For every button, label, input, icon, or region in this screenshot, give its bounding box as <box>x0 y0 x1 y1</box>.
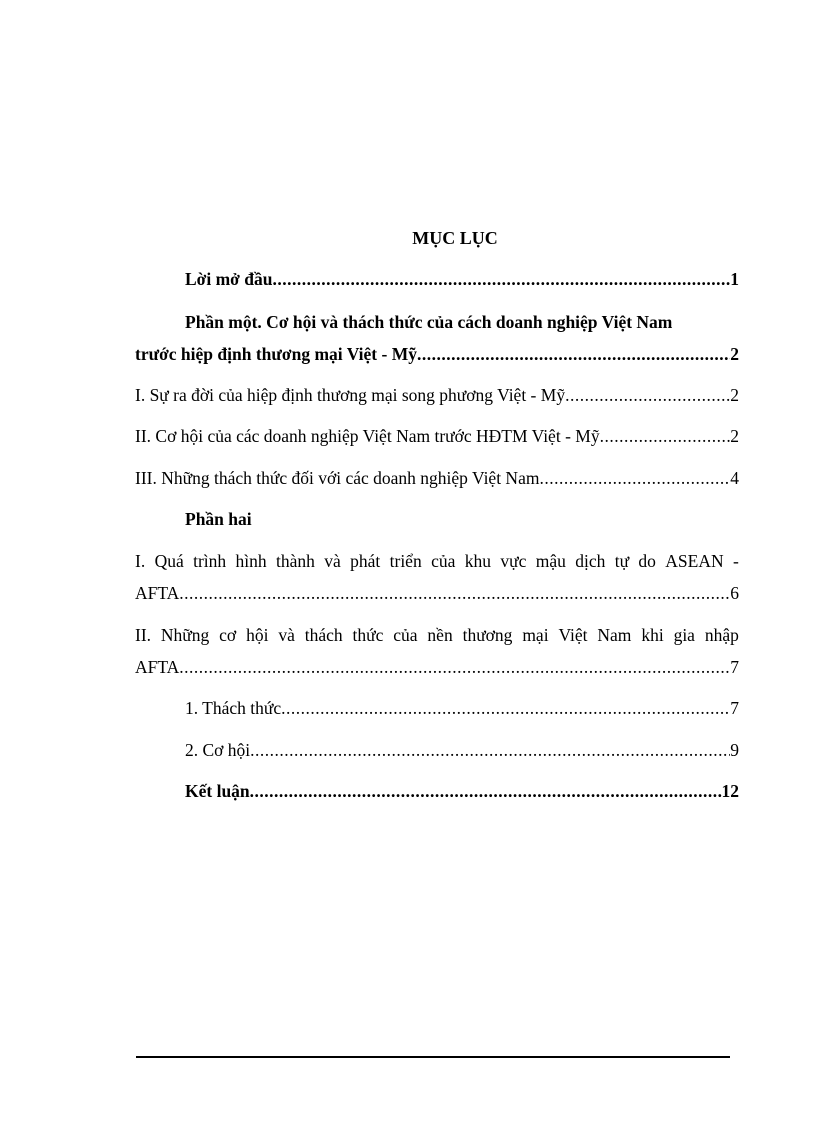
page-title: MỤC LỤC <box>412 228 498 248</box>
toc-entry-label: Kết luận <box>185 781 250 801</box>
toc-leader-dots <box>565 384 730 406</box>
toc-entry-label: III. Những thách thức đối với các doanh nghiệp Việt Nam <box>135 468 540 488</box>
toc-leader-dots <box>272 268 730 290</box>
toc-entry-label: trước hiệp định thương mại Việt - Mỹ <box>135 344 417 364</box>
toc-word: triển <box>389 551 422 571</box>
toc-word: thức <box>352 625 384 645</box>
toc-word: phát <box>350 551 381 571</box>
toc-word: do <box>638 551 656 571</box>
toc-entry-2-2[interactable] <box>135 656 739 678</box>
toc-page-number: 2 <box>730 385 739 405</box>
toc-word: - <box>732 551 739 571</box>
toc-page-number: 9 <box>730 740 739 760</box>
toc-entry-2-1[interactable] <box>135 582 739 604</box>
toc-leader-dots <box>179 582 730 604</box>
toc-word: của <box>431 551 456 571</box>
toc-page-number: 7 <box>730 698 739 718</box>
toc-page-number: 2 <box>730 344 739 364</box>
toc-word: nhập <box>704 625 739 645</box>
toc-word: vực <box>500 551 527 571</box>
toc-word: Những <box>160 625 210 645</box>
toc-entry-part-one-line1[interactable]: Phần một. Cơ hội và thách thức của cách doanh nghiệp Việt Nam <box>185 312 673 332</box>
toc-leader-dots <box>417 343 730 365</box>
toc-leader-dots <box>281 697 730 719</box>
toc-word: khi <box>641 625 664 645</box>
toc-word: khu <box>464 551 491 571</box>
toc-entry-label: 2. Cơ hội <box>185 740 251 760</box>
toc-word: hội <box>246 625 269 645</box>
toc-page-number: 1 <box>730 269 739 289</box>
toc-entry-part-one[interactable] <box>135 343 739 365</box>
toc-word: Nam <box>597 625 632 645</box>
toc-entry-part-two[interactable]: Phần hai <box>185 509 252 529</box>
toc-word: gia <box>673 625 695 645</box>
toc-word: trình <box>193 551 227 571</box>
toc-word: thành <box>275 551 315 571</box>
toc-word: mậu <box>535 551 566 571</box>
footer-rule <box>136 1056 730 1058</box>
toc-leader-dots <box>179 656 730 678</box>
toc-word: tự <box>614 551 630 571</box>
toc-word: Quá <box>154 551 184 571</box>
toc-page-number: 4 <box>730 468 739 488</box>
toc-entry-1-1[interactable] <box>135 384 739 406</box>
toc-word: và <box>324 551 341 571</box>
toc-word: cơ <box>219 625 237 645</box>
toc-page-number: 12 <box>721 781 739 801</box>
toc-word: nền <box>427 625 453 645</box>
toc-entry-1-3[interactable] <box>135 467 739 489</box>
toc-word: Việt <box>558 625 588 645</box>
toc-entry-2-2-1[interactable] <box>185 697 739 719</box>
toc-entry-2-1-line1[interactable] <box>135 550 739 572</box>
toc-entry-label: 1. Thách thức <box>185 698 282 718</box>
toc-leader-dots <box>539 467 730 489</box>
toc-entry-2-2-2[interactable] <box>185 739 739 761</box>
toc-entry-label: AFTA <box>135 583 180 603</box>
toc-entry-label: Lời mở đầu <box>185 269 273 289</box>
toc-entry-2-2-line1[interactable] <box>135 624 739 646</box>
toc-word: II. <box>135 625 152 645</box>
toc-word: hình <box>235 551 267 571</box>
toc-word: thách <box>304 625 343 645</box>
toc-leader-dots <box>250 780 722 802</box>
toc-word: ASEAN <box>665 551 724 571</box>
toc-entry-1-2[interactable] <box>135 425 739 447</box>
toc-word: của <box>393 625 418 645</box>
toc-entry-preface[interactable] <box>185 268 739 290</box>
toc-word: và <box>278 625 295 645</box>
toc-leader-dots <box>250 739 730 761</box>
toc-entry-conclusion[interactable] <box>185 780 739 802</box>
toc-leader-dots <box>600 425 731 447</box>
toc-word: I. <box>135 551 146 571</box>
toc-page-number: 2 <box>730 426 739 446</box>
toc-word: mại <box>522 625 549 645</box>
toc-word: dịch <box>575 551 606 571</box>
toc-entry-label: AFTA <box>135 657 180 677</box>
toc-entry-label: I. Sự ra đời của hiệp định thương mại song phương Việt - Mỹ <box>135 385 566 405</box>
toc-entry-label: II. Cơ hội của các doanh nghiệp Việt Nam trước HĐTM Việt - Mỹ <box>135 426 600 446</box>
toc-word: thương <box>462 625 513 645</box>
toc-page-number: 6 <box>730 583 739 603</box>
toc-page-number: 7 <box>730 657 739 677</box>
